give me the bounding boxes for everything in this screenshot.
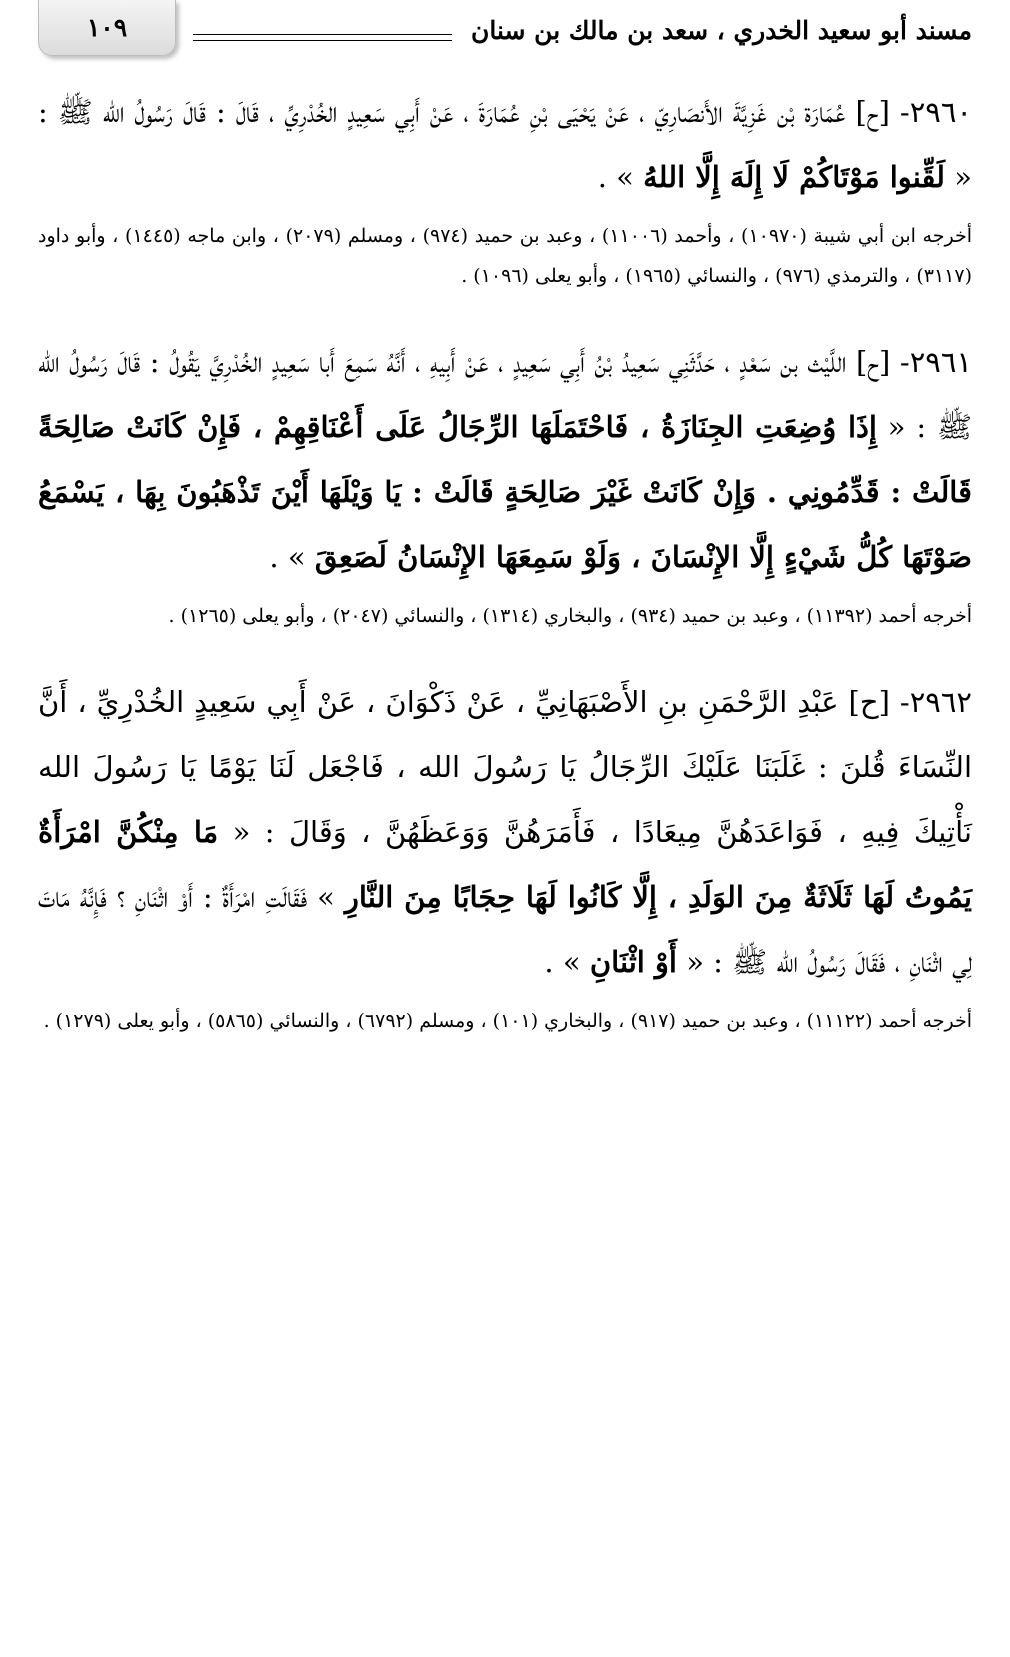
hadith-text xyxy=(38,670,972,995)
page-header xyxy=(38,0,972,62)
takhrij-note: أخرجه ابن أبي شيبة (١٠٩٧٠) ، وأحمد (١١٠٠٦) ، وعبد بن حميد (٩٧٤) ، ومسلم (٢٠٧٩) ، وابن ماجه (١٤٤٥) ، وأبو داود (٣١١٧) ، والترمذي (٩٧٦) ، والنسائي (١٩٦٥) ، وأبو يعلى (١٠٩٦) . xyxy=(38,225,972,287)
hadith-closing: » . xyxy=(269,540,315,574)
hadith-closing: » . xyxy=(597,160,644,194)
hadith-text xyxy=(38,80,972,210)
takhrij-note: أخرجه أحمد (١١١٢٢) ، وعبد بن حميد (٩١٧) ، والبخاري (١٠١) ، ومسلم (٦٧٩٢) ، والنسائي (٥٨٦٥) ، وأبو يعلى (١٢٧٩) . xyxy=(43,1010,972,1032)
hadith-block-2961 xyxy=(38,330,972,636)
page-content xyxy=(38,80,972,1075)
hadith-dialogue: » فَقَالَتِ امْرَأَةٌ : أَوْ اثْنَانِ ؟ فَإِنَّهُ مَاتَ لِي اثْنَانِ ، فَقَالَ رَسُولُ الله ﷺ : « xyxy=(38,880,972,979)
hadith-block-2960 xyxy=(38,80,972,296)
hadith-isnad: [ح] اللَّيْث بن سَعْدٍ ، حَدَّثَنِي سَعِيدُ بْنُ أَبِي سَعِيدٍ ، عَنْ أَبِيهِ ، أَنَّهُ سَمِعَ أَبا سَعِيدٍ الخُدْرِيَّ يَقُولُ : قَالَ رَسُولُ الله ﷺ : « xyxy=(38,345,972,444)
hadith-isnad: [ح] عُمَارَة بْن غَزِيَّةَ الأَنصَارِيّ ، عَنْ يَحْيَى بْنِ عُمَارَةَ ، عَنْ أَبِي سَعِيدٍ الخُدْرِيِّ ، قَالَ : قَالَ رَسُولُ الله ﷺ : « xyxy=(38,95,972,194)
hadith-isnad: [ح] عَبْدِ الرَّحْمَنِ بنِ الأَصْبَهَانِيِّ ، عَنْ ذَكْوَانَ ، عَنْ أَبِي سَعِيدٍ الخُدْرِيِّ ، أَنَّ النِّسَاءَ قُلنَ : غَلَبَنَا عَلَيْكَ الرِّجَالُ يَا رَسُولَ الله ، فَاجْعَل لَنَا يَوْمًا يَا رَسُولَ الله نَأْتِيكَ فِيهِ ، فَوَاعَدَهُنَّ مِيعَادًا ، فَأَمَرَهُنَّ وَوَعَظَهُنَّ ، وَقَالَ : « xyxy=(38,685,973,849)
hadith-matn: مَا مِنْكُنَّ امْرَأَةٌ يَمُوتُ لَهَا ثَلَاثَةٌ مِنَ الوَلَدِ ، إِلَّا كَانُوا لَهَا حِجَابًا مِنَ النَّارِ xyxy=(38,815,972,914)
hadith-matn: إِذَا وُضِعَتِ الجِنَازَةُ ، فَاحْتَمَلَهَا الرِّجَالُ عَلَى أَعْنَاقِهِمْ ، فَإِنْ كَانَتْ صَالِحَةً قَالَتْ : قَدِّمُونِي . وَإِنْ كَانَتْ غَيْرَ صَالِحَةٍ قَالَتْ : يَا وَيْلَهَا أَيْنَ تَذْهَبُونَ بِهَا ، يَسْمَعُ صَوْتَهَا كُلُّ شَيْءٍ إِلَّا الإِنْسَانَ ، وَلَوْ سَمِعَهَا الإِنْسَانُ لَصَعِقَ xyxy=(38,410,972,574)
hadith-closing: » . xyxy=(544,945,590,979)
page-number-tab xyxy=(38,0,176,56)
hadith-matn-reply: أَوْ اثْنَانِ xyxy=(589,945,677,979)
hadith-text xyxy=(38,330,972,590)
running-title: مسند أبو سعيد الخدري ، سعد بن مالك بن سنان xyxy=(471,16,972,45)
takhrij-note: أخرجه أحمد (١١٣٩٢) ، وعبد بن حميد (٩٣٤) ، والبخاري (١٣١٤) ، والنسائي (٢٠٤٧) ، وأبو يعلى (١٢٦٥) . xyxy=(168,605,972,627)
hadith-number: ٢٩٦٢- xyxy=(899,685,972,719)
hadith-matn: لَقِّنوا مَوْتَاكُمْ لَا إِلَهَ إِلَّا اللهُ xyxy=(643,160,946,194)
page-number: ١٠٩ xyxy=(86,13,128,42)
hadith-block-2962 xyxy=(38,670,972,1041)
hadith-number: ٢٩٦١- xyxy=(899,345,972,379)
hadith-number: ٢٩٦٠- xyxy=(899,95,972,129)
header-rule xyxy=(193,34,452,41)
